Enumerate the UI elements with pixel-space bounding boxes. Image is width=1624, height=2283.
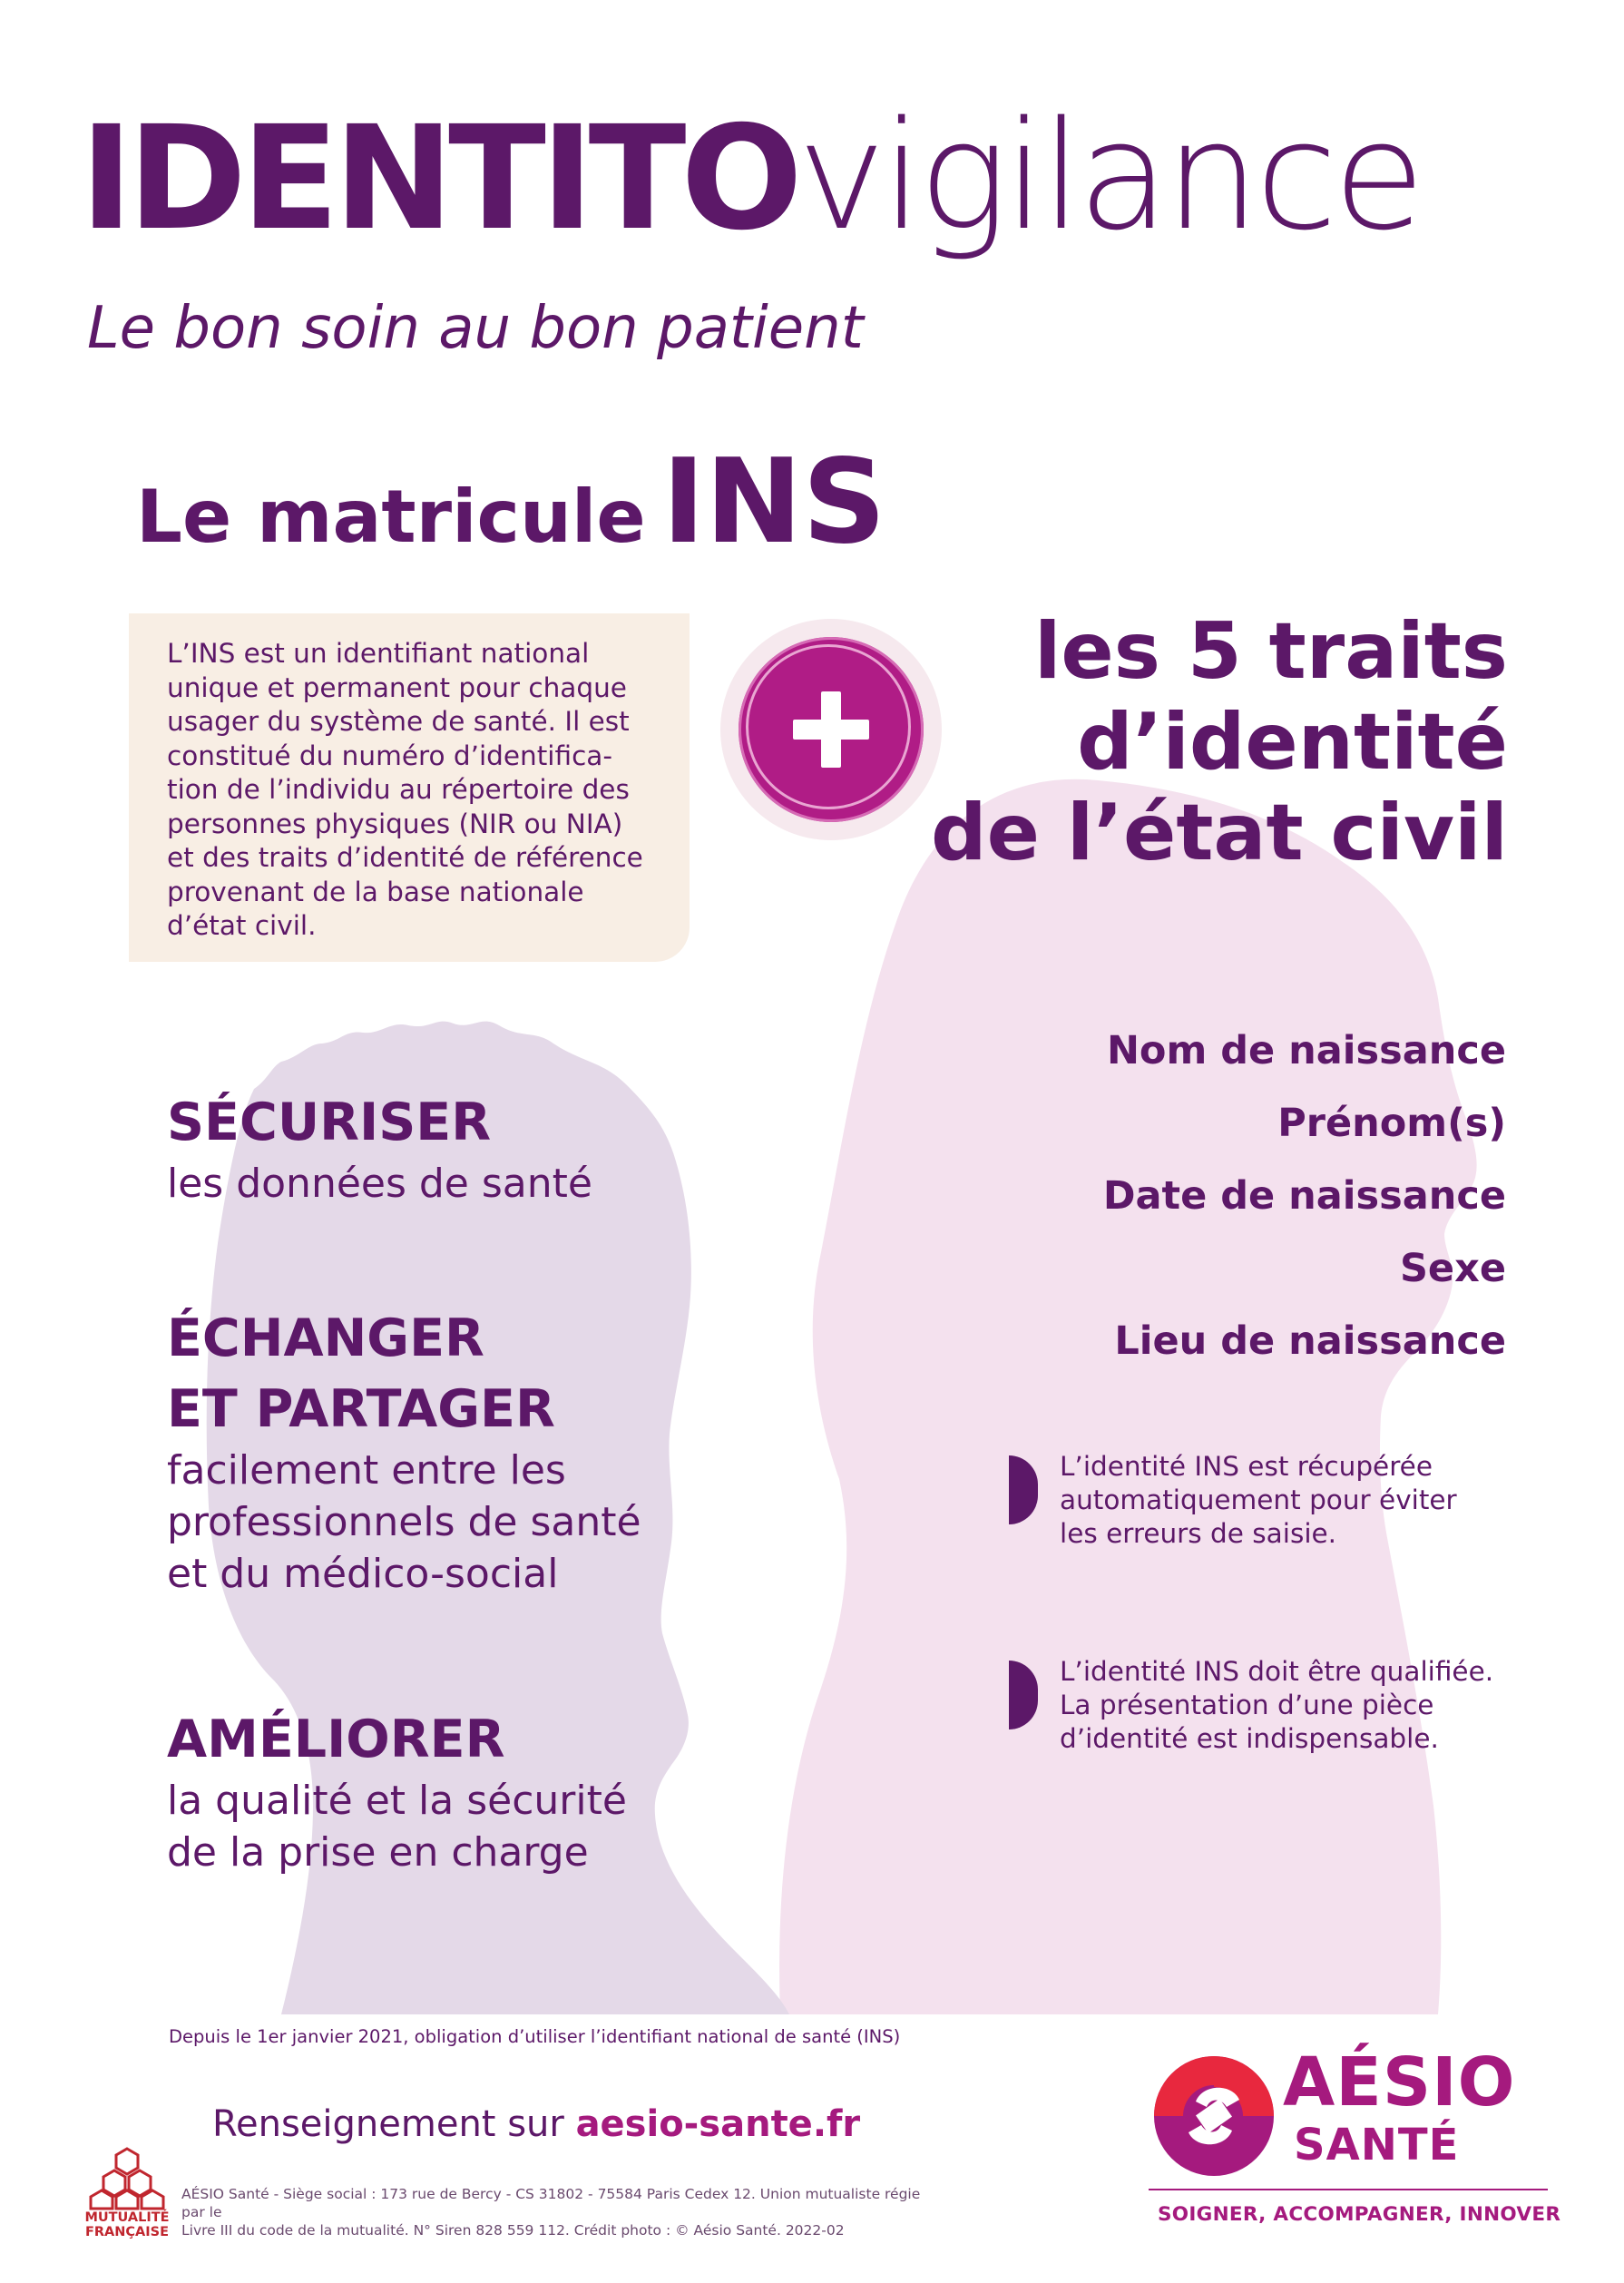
website-link[interactable]: aesio-sante.fr [575,2103,861,2145]
renseignement-line [212,2103,860,2145]
aesio-sante-logo [1149,2043,1566,2183]
note-text: L’identité INS doit être qualifiée. La présentation d’une pièce d’identité est indispensable. [1060,1656,1494,1754]
traits-list [1103,1014,1506,1377]
matricule-heading [136,435,886,570]
note-recuperee [1009,1450,1553,1559]
subtitle: Le bon soin au bon patient [87,295,864,362]
plus-icon [739,637,924,822]
aesio-sub: SANTÉ [1294,2120,1460,2170]
benefit-ameliorer [167,1704,627,1878]
benefit-desc: la qualité et la sécurité de la prise en charge [167,1778,627,1876]
mutualite-hexagons-icon [73,2147,181,2210]
matricule-ins: INS [661,435,886,570]
benefit-desc: les données de santé [167,1161,592,1207]
ins-info-box [129,613,690,962]
trait-item: Lieu de naissance [1114,1318,1506,1364]
trait-item: Date de naissance [1102,1173,1506,1219]
matricule-label: Le matricule [136,475,646,559]
page-title [80,89,1421,263]
title-bold-part: IDENTITO [80,95,797,262]
title-light-part: vigilance [797,89,1421,263]
benefit-title: ÉCHANGER ET PARTAGER [167,1308,555,1439]
obligation-text: Depuis le 1er janvier 2021, obligation d’utiliser l’identifiant national de santé (INS) [169,2026,901,2047]
benefit-desc: facilement entre les professionnels de santé et du médico-social [167,1447,641,1597]
aesio-swirl-icon [1149,2047,1285,2183]
benefit-title: SÉCURISER [167,1093,492,1152]
plus-circle [739,637,924,822]
trait-item: Sexe [1399,1246,1506,1291]
aesio-tagline: SOIGNER, ACCOMPAGNER, INNOVER [1158,2203,1561,2226]
ins-info-text: L’INS est un identifiant national unique et permanent pour chaque usager du système de santé. Il est constitué du numéro d’identifica- tion de l’individu au répertoire des personnes physiques (NIR ou NIA) et des traits d’identité de référence provenant de la base nationale d’état civil. [167,638,643,941]
note-text: L’identité INS est récupérée automatiquement pour éviter les erreurs de saisie. [1060,1451,1457,1549]
legal-notice: AÉSIO Santé - Siège social : 173 rue de Bercy - CS 31802 - 75584 Paris Cedex 12. Union mutualiste régie par le Livre III du code de la mutualité. N° Siren 828 559 112. Crédit photo : © Aésio Santé. 2022-02 [181,2186,921,2239]
woman-silhouette [779,779,1477,2014]
trait-item: Nom de naissance [1106,1028,1506,1073]
benefit-title: AMÉLIORER [167,1710,505,1769]
half-circle-marker-icon [1009,1661,1038,1729]
benefit-securiser [167,1087,592,1210]
plus-badge [720,619,942,840]
renseignement-prefix: Renseignement sur [212,2103,564,2145]
traits-heading: les 5 traits d’identité de l’état civil [931,606,1508,878]
benefit-echanger [167,1303,641,1600]
mutualite-francaise-logo [73,2147,181,2239]
logo-divider [1149,2189,1548,2190]
aesio-name: AÉSIO [1283,2043,1516,2121]
half-circle-marker-icon [1009,1455,1038,1524]
note-qualifiee [1009,1655,1553,1764]
trait-item: Prénom(s) [1277,1101,1506,1146]
mutualite-label: MUTUALITÉ FRANÇAISE [84,2210,170,2239]
